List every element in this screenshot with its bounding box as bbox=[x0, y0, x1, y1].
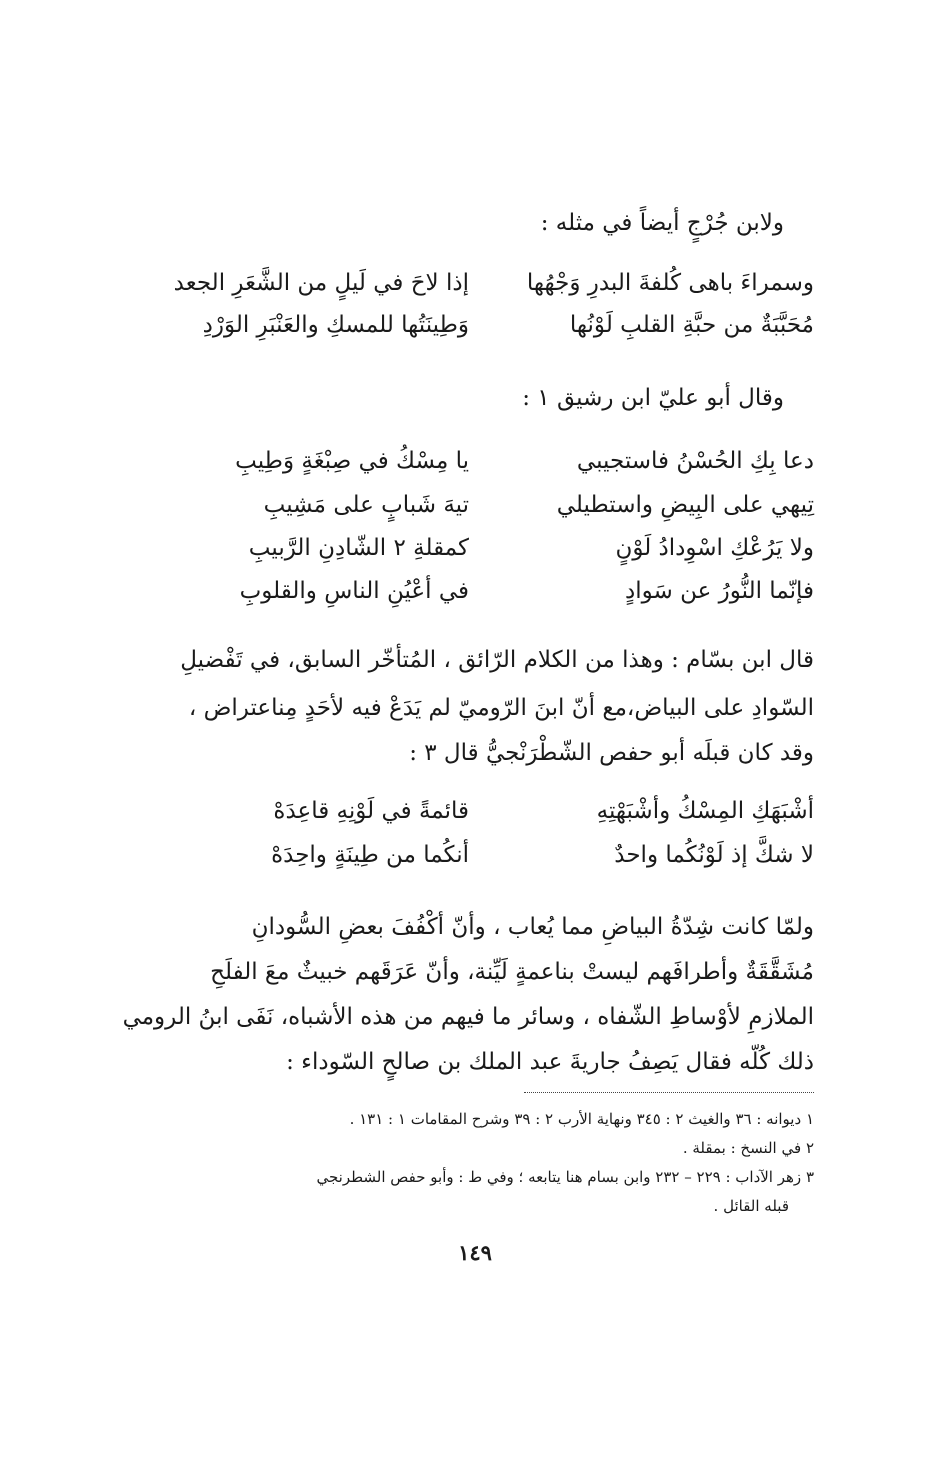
verse-line bbox=[129, 578, 814, 612]
verse-line bbox=[129, 312, 814, 346]
footnote-divider bbox=[524, 1092, 814, 1093]
prose-line: وقد كان قبلَه أبو حفص الشّطْرَنْجيُّ قال ٣ : bbox=[409, 740, 814, 766]
prose-line: قال ابن بسّام : وهذا من الكلام الرّائق ، المُتأخّر السابق، في تَفْضيلِ bbox=[180, 647, 814, 673]
verse-line bbox=[129, 492, 814, 526]
verse-hemistich-first: دعا بِكِ الحُسْنُ فاستجيبي bbox=[576, 448, 814, 474]
prose-line: السّوادِ على البياض،مع أنّ ابنَ الرّوميّ لم يَدَعْ فيه لأحَدٍ مِناعتراض ، bbox=[188, 695, 814, 721]
intro-line-1: ولابن جُرْجٍ أيضاً في مثله : bbox=[540, 210, 784, 236]
footnote: ١ ديوانه : ٣٦ والغيث ٢ : ٣٤٥ ونهاية الأرب ٢ : ٣٩ وشرح المقامات ١ : ١٣١ . bbox=[349, 1110, 814, 1128]
page-number: ١٤٩ bbox=[458, 1240, 492, 1265]
prose-line: مُشَقَّقَةٌ وأطرافَهم ليستْ بناعمةٍ لَيِّنة، وأنّ عَرَقَهم خبيثٌ معَ الفلَحِ bbox=[210, 959, 814, 985]
verse-hemistich-second: أنكُما من طِينَةٍ واحِدَهْ bbox=[271, 842, 469, 868]
verse-hemistich-first: وسمراءَ باهى كُلفةَ البدرِ وَجْهُها bbox=[526, 270, 814, 296]
verse-line bbox=[129, 842, 814, 876]
verse-line bbox=[129, 270, 814, 304]
verse-hemistich-second: قائمةً في لَوْنِهِ قاعِدَهْ bbox=[273, 798, 469, 824]
verse-hemistich-second: كمقلةِ ٢ الشّادِنِ الرَّبيبِ bbox=[248, 535, 469, 561]
verse-line bbox=[129, 798, 814, 832]
verse-hemistich-first: أشْبَهَكِ المِسْكُ وأشْبَهْتِهِ bbox=[596, 798, 814, 824]
verse-hemistich-first: مُحَبَّبَةٌ من حبَّةِ القلبِ لَوْنُها bbox=[569, 312, 814, 338]
footnote: ٣ زهر الآداب : ٢٢٩ – ٢٣٢ وابن بسام هنا يتابعه ؛ وفي ط : وأبو حفص الشطرنجي bbox=[316, 1168, 814, 1186]
verse-hemistich-second: في أعْيُنِ الناسِ والقلوبِ bbox=[239, 578, 469, 604]
footnote-continuation: قبله القائل . bbox=[713, 1197, 789, 1215]
verse-hemistich-second: تيهَ شَبابٍ على مَشِيبِ bbox=[263, 492, 469, 518]
prose-line: ذلك كُلّه فقال يَصِفُ جاريةَ عبد الملك بن صالحٍ السّوداء : bbox=[286, 1049, 814, 1075]
verse-hemistich-first: فإنّما النُّورُ عن سَوادٍ bbox=[625, 578, 814, 604]
prose-line: ولمّا كانت شِدّةُ البياضِ مما يُعاب ، وأنّ أكْفُفَ بعضِ السُّودانِ bbox=[251, 914, 814, 940]
intro-line-2: وقال أبو عليّ ابن رشيق ١ : bbox=[522, 385, 784, 411]
verse-hemistich-second: إذا لاحَ في لَيلٍ من الشَّعَرِ الجعد bbox=[173, 270, 469, 296]
verse-hemistich-second: يا مِسْكُ في صِبْغَةٍ وَطِيبِ bbox=[235, 448, 469, 474]
prose-line: الملازمِ لأوْساطِ الشّفاه ، وسائر ما فيهم من هذه الأشباه، نَفَى ابنُ الرومي bbox=[122, 1004, 814, 1030]
verse-hemistich-first: تِيهي على البِيضِ واستطيلي bbox=[556, 492, 814, 518]
footnote: ٢ في النسخ : بمقلة . bbox=[682, 1139, 814, 1157]
verse-line bbox=[129, 535, 814, 569]
verse-hemistich-second: وَطِينَتُها للمسكِ والعَنْبَرِ الوَرْدِ bbox=[202, 312, 469, 338]
verse-line bbox=[129, 448, 814, 482]
verse-hemistich-first: ولا يَرُعْكِ اسْوِدادُ لَوْنٍ bbox=[615, 535, 814, 561]
verse-hemistich-first: لا شكَّ إذ لَوْنُكُما واحدٌ bbox=[614, 842, 814, 868]
